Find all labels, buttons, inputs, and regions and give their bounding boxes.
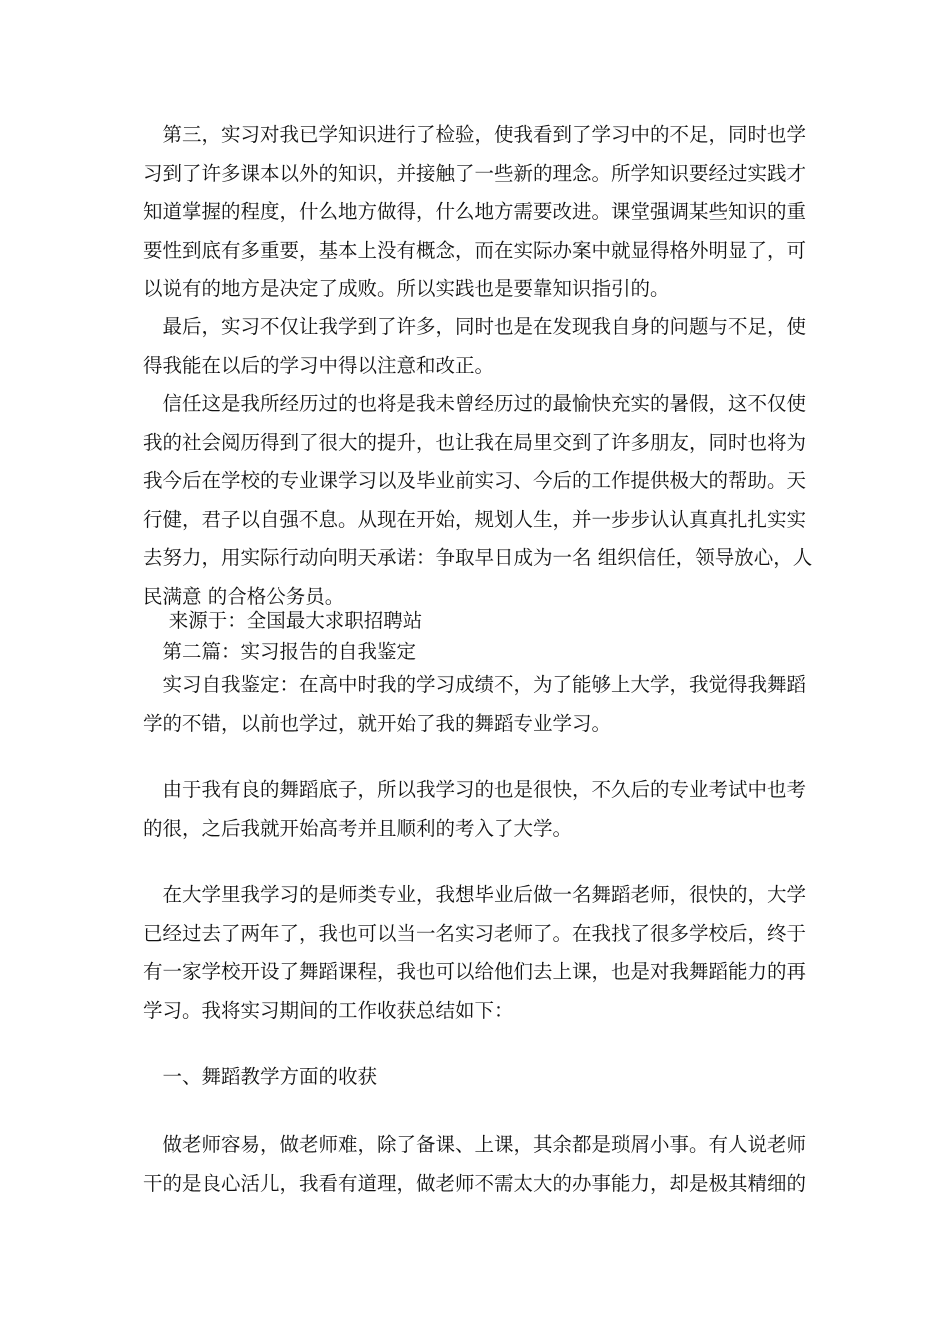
text-line: 习到了许多课本以外的知识，并接触了一些新的理念。所学知识要经过实践才 bbox=[143, 161, 807, 185]
paragraph-being-teacher bbox=[143, 1126, 807, 1203]
paragraph-dance-foundation bbox=[143, 771, 807, 848]
text-line: 去努力，用实际行动向明天承诺：争取早日成为一名 组织信任，领导放心，人 bbox=[143, 546, 813, 569]
text-line: 的很，之后我就开始高考并且顺利的考入了大学。 bbox=[143, 816, 573, 840]
text-line: 学习。我将实习期间的工作收获总结如下： bbox=[143, 998, 514, 1022]
paragraph-practice-review bbox=[143, 116, 807, 309]
text-line: 我今后在学校的专业课学习以及毕业前实习、今后的工作提供极大的帮助。天 bbox=[143, 469, 807, 492]
text-line: 以说有的地方是决定了成败。所以实践也是要靠知识指引的。 bbox=[143, 277, 670, 300]
paragraph-summer-experience bbox=[143, 385, 813, 616]
text-line: 由于我有良的舞蹈底子，所以我学习的也是很快，不久后的专业考试中也考 bbox=[143, 778, 807, 801]
text-line: 民满意 的合格公务员。 bbox=[143, 584, 345, 608]
text-line: 学的不错，以前也学过，就开始了我的舞蹈专业学习。 bbox=[143, 711, 612, 735]
paragraph-self-assessment bbox=[143, 666, 807, 743]
text-line: 第二篇：实习报告的自我鉴定 bbox=[143, 640, 417, 663]
text-line: 得我能在以后的学习中得以注意和改正。 bbox=[143, 353, 495, 377]
text-line: 来源于：全国最大求职招聘站 bbox=[143, 609, 423, 632]
text-line: 第三，实习对我已学知识进行了检验，使我看到了学习中的不足，同时也学 bbox=[143, 123, 807, 146]
text-line: 最后，实习不仅让我学到了许多，同时也是在发现我自身的问题与不足，使 bbox=[143, 315, 807, 338]
text-line: 干的是良心活儿，我看有道理，做老师不需太大的办事能力，却是极其精细的 bbox=[143, 1171, 807, 1195]
text-line: 有一家学校开设了舞蹈课程，我也可以给他们去上课，也是对我舞蹈能力的再 bbox=[143, 960, 807, 983]
text-line: 在大学里我学习的是师类专业，我想毕业后做一名舞蹈老师，很快的，大学 bbox=[143, 883, 807, 906]
text-line: 一、舞蹈教学方面的收获 bbox=[143, 1065, 378, 1088]
paragraph-university bbox=[143, 876, 807, 1030]
text-line: 行健，君子以自强不息。从现在开始，规划人生，并一步步认认真真扎扎实实 bbox=[143, 507, 807, 531]
text-line: 要性到底有多重要，基本上没有概念，而在实际办案中就显得格外明显了，可 bbox=[143, 238, 807, 262]
text-line: 知道掌握的程度，什么地方做得，什么地方需要改进。课堂强调某些知识的重 bbox=[143, 200, 807, 223]
text-line: 做老师容易，做老师难，除了备课、上课，其余都是琐屑小事。有人说老师 bbox=[143, 1133, 807, 1156]
paragraph-finally bbox=[143, 308, 807, 385]
subheading-teaching-gains bbox=[143, 1058, 807, 1097]
text-line: 实习自我鉴定：在高中时我的学习成绩不，为了能够上大学，我觉得我舞蹈 bbox=[143, 673, 807, 696]
text-line: 信任这是我所经历过的也将是我未曾经历过的最愉快充实的暑假，这不仅使 bbox=[143, 392, 807, 415]
text-line: 已经过去了两年了，我也可以当一名实习老师了。在我找了很多学校后，终于 bbox=[143, 921, 807, 945]
text-line: 我的社会阅历得到了很大的提升，也让我在局里交到了许多朋友，同时也将为 bbox=[143, 430, 807, 454]
